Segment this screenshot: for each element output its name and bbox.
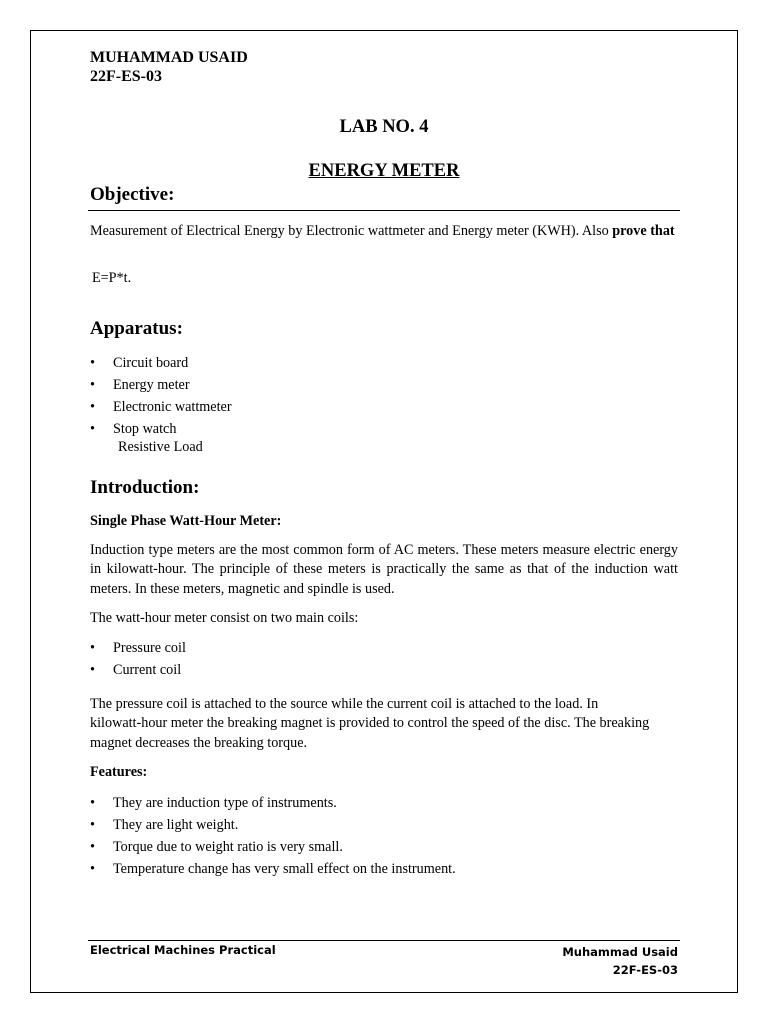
footer-author-roll: 22F-ES-03 [612,963,678,977]
author-roll: 22F-ES-03 [90,68,162,85]
author-block [90,48,248,86]
bullet-icon: • [90,861,95,877]
features-list [90,792,456,880]
objective-text-bold: prove that [612,223,675,239]
list-item: • They are induction type of instruments. [90,792,456,814]
apparatus-list [90,352,232,440]
list-item: • Temperature change has very small effect on the instrument. [90,858,456,880]
list-item: • Current coil [90,659,186,681]
footer-author [562,943,678,979]
coils-list [90,637,186,681]
list-item: • Circuit board [90,352,232,374]
bullet-icon: • [90,839,95,855]
page-title: ENERGY METER [308,161,460,181]
objective-text [90,221,680,241]
list-item: • Stop watch [90,418,232,440]
introduction-paragraph-3: The pressure coil is attached to the source while the current coil is attached to the load. In kilowatt-hour meter the breaking magnet is provided to control the speed of the disc. The breaking magnet decreases the breaking torque. [90,696,650,751]
bullet-icon: • [90,355,95,371]
list-item: • Pressure coil [90,637,186,659]
introduction-paragraph-2: The watt-hour meter consist on two main coils: [90,610,359,626]
bullet-icon: • [90,399,95,415]
apparatus-heading: Apparatus: [90,318,183,339]
bullet-icon: • [90,662,95,678]
bullet-icon: • [90,640,95,656]
objective-heading: Objective: [90,184,175,205]
lab-number: LAB NO. 4 [339,117,429,137]
apparatus-extra-item: Resistive Load [118,439,203,455]
footer-course: Electrical Machines Practical [90,943,276,957]
bullet-icon: • [90,421,95,437]
features-heading: Features: [90,764,148,780]
footer-divider [88,940,680,941]
objective-text-main: Measurement of Electrical Energy by Electronic wattmeter and Energy meter (KWH). Also [90,223,609,239]
bullet-icon: • [90,377,95,393]
list-item: • Torque due to weight ratio is very small. [90,836,456,858]
introduction-subheading: Single Phase Watt-Hour Meter: [90,513,282,529]
list-item: • Electronic wattmeter [90,396,232,418]
introduction-heading: Introduction: [90,477,200,498]
objective-divider [88,210,680,211]
list-item: • They are light weight. [90,814,456,836]
list-item: • Energy meter [90,374,232,396]
objective-formula: E=P*t. [92,270,132,286]
author-name: MUHAMMAD USAID [90,49,248,66]
introduction-paragraph-1: Induction type meters are the most common form of AC meters. These meters measure electric energy in kilowatt-hour. The principle of these meters is practically the same as that of the induction watt meters. In these meters, magnetic and spindle is used. [90,542,678,597]
footer-author-name: Muhammad Usaid [562,945,678,959]
bullet-icon: • [90,817,95,833]
bullet-icon: • [90,795,95,811]
